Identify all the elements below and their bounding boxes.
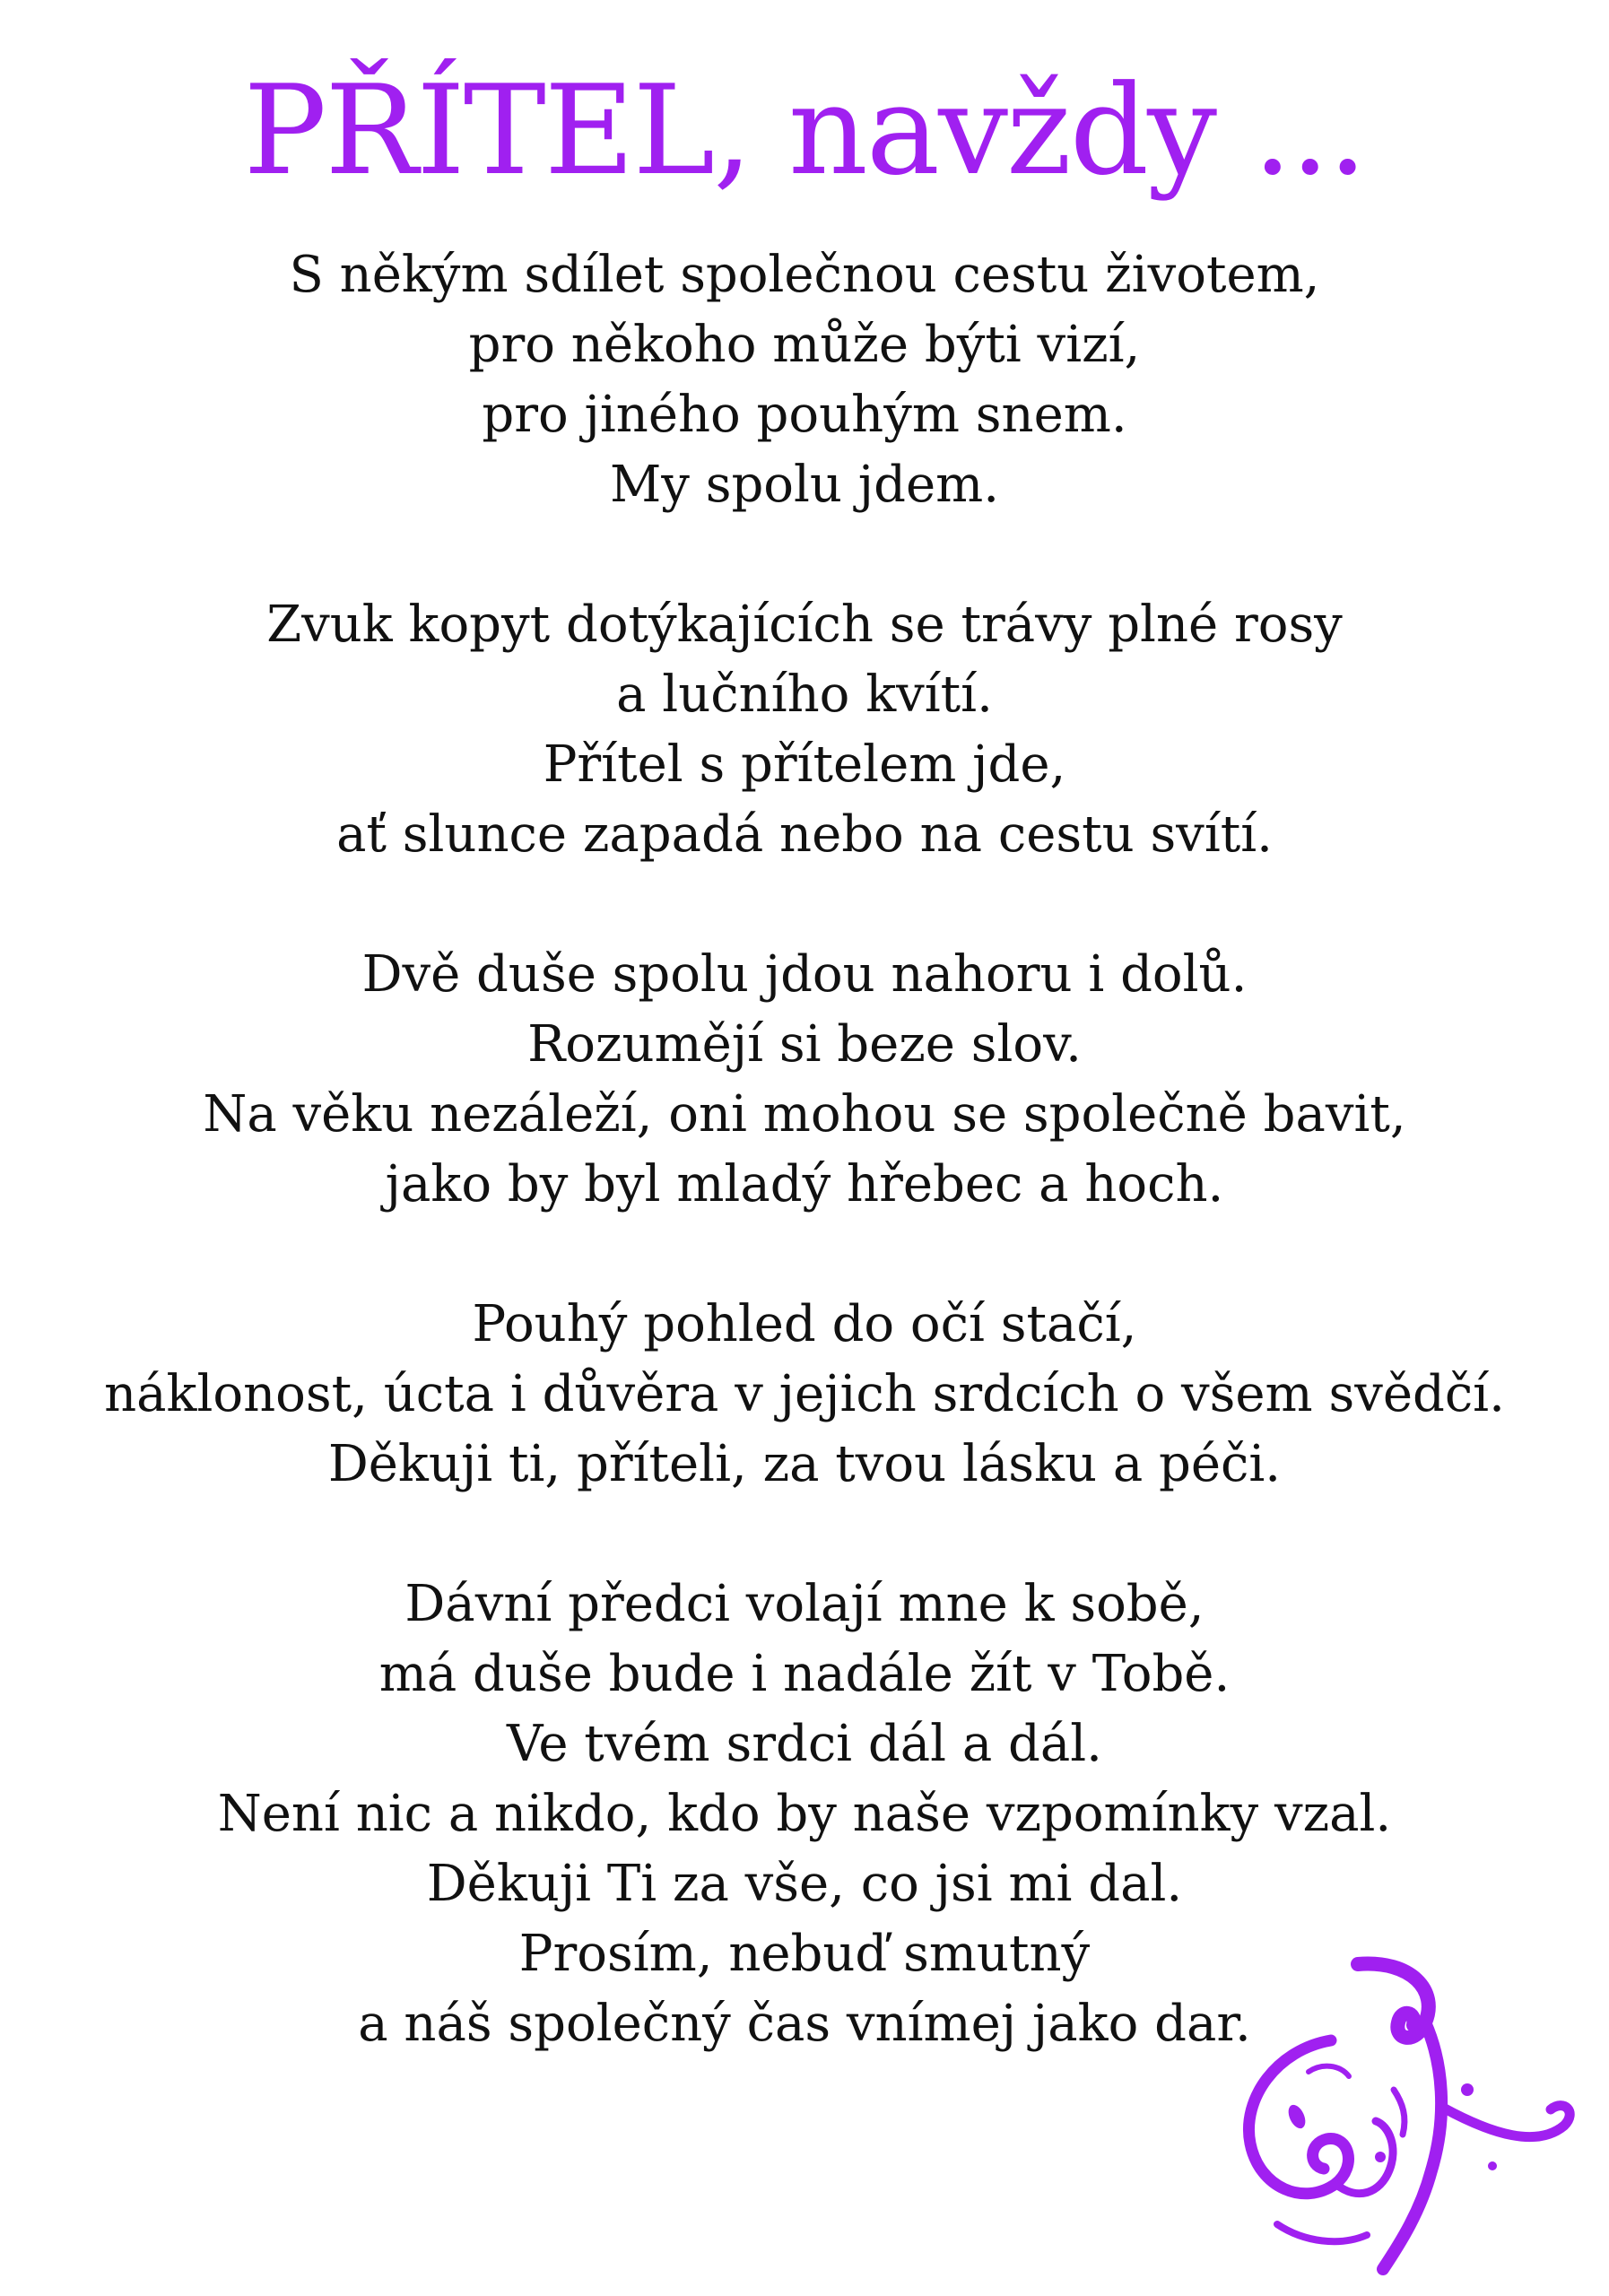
poem-line: My spolu jdem. — [609, 456, 1000, 514]
poem-line: a lučního kvítí. — [616, 665, 993, 724]
poem-line: pro jiného pouhým snem. — [482, 386, 1127, 444]
poem-line: náklonost, úcta i důvěra v jejich srdcích o všem svědčí. — [104, 1365, 1505, 1423]
poem-line: Děkuji Ti za vše, co jsi mi dal. — [426, 1855, 1183, 1913]
poem-line: Není nic a nikdo, kdo by naše vzpomínky vzal. — [217, 1785, 1392, 1843]
poem-line: Dvě duše spolu jdou nahoru i dolů. — [361, 945, 1248, 1004]
poem-line: má duše bude i nadále žít v Tobě. — [378, 1645, 1231, 1703]
horse-calligraphy-icon — [1223, 1955, 1582, 2278]
stanza-4 — [0, 1290, 1609, 1500]
poem-line: Dávní předci volají mne k sobě, — [404, 1575, 1205, 1633]
stanza-1 — [0, 240, 1609, 520]
poem-line: Ve tvém srdci dál a dál. — [507, 1715, 1102, 1773]
poem-body — [0, 240, 1609, 2129]
poem-line: Děkuji ti, příteli, za tvou lásku a péči. — [327, 1435, 1282, 1493]
poem-line: pro někoho může býti vizí, — [468, 316, 1141, 374]
poem-line: Zvuk kopyt dotýkajících se trávy plné rosy — [266, 596, 1343, 654]
poem-line: Pouhý pohled do očí stačí, — [472, 1295, 1137, 1353]
page-title: PŘÍTEL, navždy ... — [243, 58, 1366, 203]
stanza-3 — [0, 940, 1609, 1220]
stanza-2 — [0, 590, 1609, 870]
poem-line: jako by byl mladý hřebec a hoch. — [385, 1155, 1224, 1213]
poem-line: ať slunce zapadá nebo na cestu svítí. — [336, 805, 1273, 864]
poem-line: Prosím, nebuď smutný — [518, 1925, 1091, 1983]
poem-line: S někým sdílet společnou cestu životem, — [289, 246, 1320, 304]
poem-line: Rozumějí si beze slov. — [527, 1015, 1082, 1074]
poem-line: Na věku nezáleží, oni mohou se společně bavit, — [203, 1085, 1406, 1144]
poem-line: a náš společný čas vnímej jako dar. — [358, 1995, 1251, 2053]
poem-line: Přítel s přítelem jde, — [543, 735, 1066, 794]
